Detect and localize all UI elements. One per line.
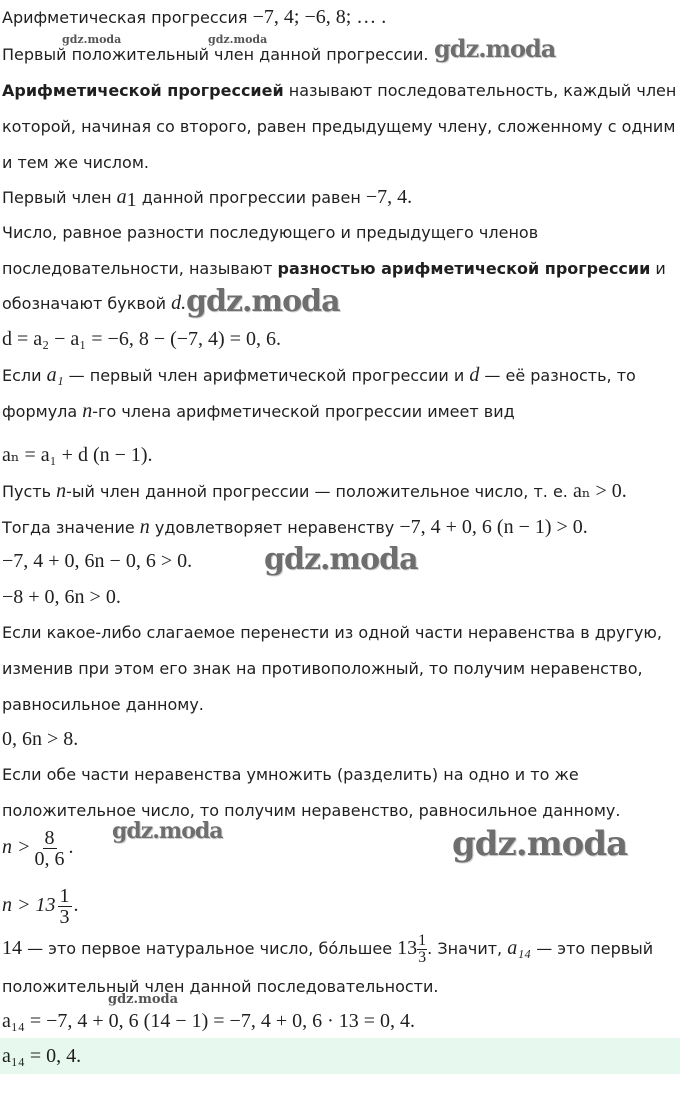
positive-pre: Пусть — [2, 482, 57, 501]
intro-mid: — первый член арифметической прогрессии и — [63, 366, 470, 385]
positive-cond: aₙ > 0. — [572, 480, 627, 502]
step4-den: 0, 6 — [34, 847, 65, 870]
step-2: −8 + 0, 6n > 0. — [2, 586, 121, 608]
definition-line-2: которой, начиная со второго, равен предыдущему члену, сложенному с одним — [2, 117, 676, 136]
rule2-line-2: положительное число, то получим неравенство, равносильное данному. — [2, 801, 621, 820]
intro-post: — её разность, то — [479, 366, 636, 385]
step4-num: 8 — [44, 826, 55, 849]
watermark: gdz.moda — [108, 992, 179, 1007]
conclusion-post: — это первый — [531, 939, 654, 958]
inequality-n: n — [139, 516, 150, 538]
rule2-line-1: Если обе части неравенства умножить (разделить) на одно и то же — [2, 765, 579, 784]
step4-lhs: n > — [2, 836, 31, 858]
intro-a1: a₁ — [46, 364, 64, 386]
positive-n: n — [56, 480, 67, 502]
conclusion-a14: a₁₄ — [507, 937, 532, 959]
first-term-pre: Первый член — [2, 188, 117, 207]
conclusion-line-1 — [2, 928, 653, 969]
intro2-pre: формула — [2, 402, 83, 421]
step-4 — [2, 826, 74, 869]
difference-line-2 — [2, 258, 666, 280]
watermark: gdz.moda — [186, 284, 340, 319]
watermark: gdz.moda — [264, 542, 418, 577]
definition-line-1 — [2, 80, 676, 102]
difference-line-1: Число, равное разности последующего и предыдущего членов — [2, 223, 539, 242]
step5-fraction — [58, 886, 72, 927]
formula-intro-line-1 — [2, 364, 636, 387]
step5-num: 1 — [59, 884, 70, 907]
watermark: gdz.moda — [62, 33, 122, 46]
answer: a₁₄ = 0, 4. — [2, 1045, 82, 1067]
conclusion-den: 3 — [418, 949, 427, 966]
first-term-value: −7, 4. — [365, 186, 413, 208]
conclusion-line-2: положительный член данной последовательности. — [2, 977, 439, 996]
conclusion-pre: — это первое натуральное число, бо́льшее — [22, 939, 398, 958]
formula-intro-line-2 — [2, 400, 515, 423]
intro2-n: n — [82, 400, 93, 422]
step-5 — [2, 884, 79, 927]
positive-mid: -ый член данной прогрессии — положительное число, т. е. — [66, 482, 573, 501]
conclusion-14: 14 — [2, 937, 22, 959]
first-term-var: a — [116, 186, 127, 208]
conclusion-mid: . Значит, — [427, 939, 508, 958]
intro-pre: Если — [2, 366, 47, 385]
d-calculation: d = a₂ − a₁ = −6, 8 − (−7, 4) = 0, 6. — [2, 328, 281, 350]
problem-question: Первый положительный член данной прогрессии. — [2, 45, 429, 64]
step4-fraction — [33, 828, 67, 869]
definition-term: Арифметической прогрессией — [2, 81, 284, 100]
problem-line — [2, 6, 386, 29]
step-1: −7, 4 + 0, 6n − 0, 6 > 0. — [2, 550, 193, 572]
step5-lhs: n > 13 — [2, 894, 56, 916]
inequality-pre: Тогда значение — [2, 518, 140, 537]
answer-highlight — [0, 1038, 680, 1074]
first-term-line — [2, 186, 412, 209]
difference-var: d. — [171, 292, 187, 314]
step4-end: . — [68, 836, 74, 858]
step5-end: . — [73, 894, 79, 916]
difference-pre: последовательности, называют — [2, 259, 278, 278]
conclusion-fraction — [417, 933, 427, 966]
watermark: gdz.moda — [434, 34, 556, 63]
rule1-line-2: изменив при этом его знак на противоположный, то получим неравенство, — [2, 659, 643, 678]
watermark: gdz.moda — [112, 818, 223, 844]
definition-line-3: и тем же числом. — [2, 153, 149, 172]
definition-rest: называют последовательность, каждый член — [283, 81, 677, 100]
step5-den: 3 — [59, 905, 70, 928]
intro2-post: -го члена арифметической прогрессии имеет вид — [92, 402, 515, 421]
intro-d: d — [469, 364, 480, 386]
difference-post: и — [650, 259, 666, 278]
rule1-line-3: равносильное данному. — [2, 695, 204, 714]
nth-term-formula: aₙ = a₁ + d (n − 1). — [2, 444, 153, 466]
first-term-sub: 1 — [126, 189, 137, 211]
conclusion-whole: 13 — [397, 937, 418, 959]
first-term-mid: данной прогрессии равен — [136, 188, 366, 207]
problem-sequence: −7, 4; −6, 8; … . — [252, 6, 387, 28]
positive-condition-line — [2, 480, 627, 503]
step-3: 0, 6n > 8. — [2, 728, 79, 750]
inequality-line — [2, 516, 588, 539]
difference-line3-pre: обозначают буквой — [2, 294, 172, 313]
problem-prefix: Арифметическая прогрессия — [2, 8, 253, 27]
final-calculation: a₁₄ = −7, 4 + 0, 6 (14 − 1) = −7, 4 + 0, 6 · 13 = 0, 4. — [2, 1010, 416, 1032]
watermark: gdz.moda — [208, 33, 268, 46]
conclusion-num: 1 — [418, 932, 427, 949]
difference-line-3 — [2, 292, 186, 315]
rule1-line-1: Если какое-либо слагаемое перенести из одной части неравенства в другую, — [2, 623, 662, 642]
difference-term: разностью арифметической прогрессии — [277, 259, 651, 278]
inequality-expr: −7, 4 + 0, 6 (n − 1) > 0. — [399, 516, 588, 538]
inequality-mid: удовлетворяет неравенству — [149, 518, 400, 537]
watermark: gdz.moda — [452, 824, 628, 864]
